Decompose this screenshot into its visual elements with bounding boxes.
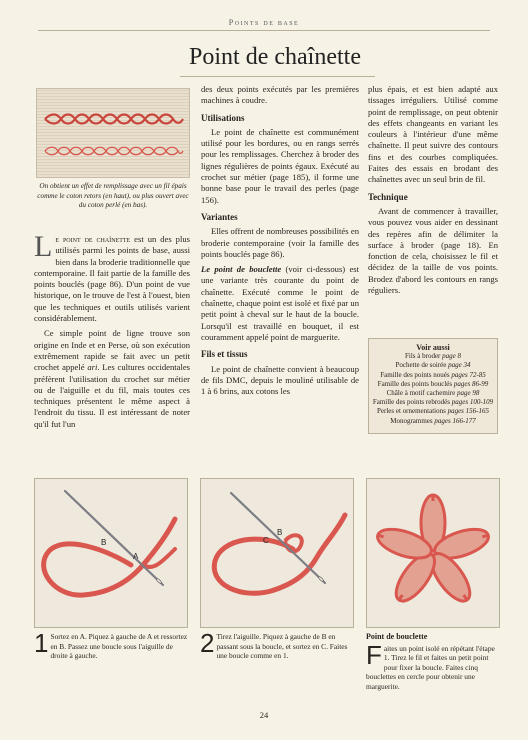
label-b: B [101, 538, 107, 547]
technique-paragraph: Avant de commencer à travailler, vous pouvez vous aider en dessinant des repères afin de délimiter la surface à broder (page 18). En fonction de cela, choisissez le fil et décidez de la taille de vos points. Brodez d'abord les contours en rangs réguliers. [368, 205, 498, 296]
page-title: Point de chaînette [189, 44, 361, 70]
step-2-illustration [200, 478, 354, 628]
voir-aussi-item: Fils à broder page 8 [405, 352, 461, 361]
step-1-caption: 1 Sortez en A. Piquez à gauche de A et ressortez en B. Passez une boucle sous l'aiguille de droite à gauche. [34, 628, 188, 661]
voir-aussi-box [368, 338, 498, 434]
title-rule [180, 76, 375, 77]
label-b: B [277, 528, 283, 537]
label-c: C [263, 536, 269, 545]
step-1-illustration [34, 478, 188, 628]
thread-loop [214, 515, 345, 593]
chain-row-top [45, 115, 183, 124]
voir-aussi-item: Famille des points rebrodés pages 100-109 [372, 398, 494, 407]
thread-loop [44, 519, 175, 595]
heading-variantes: Variantes [201, 211, 238, 222]
fils-paragraph: Le point de chaînette convient à beaucoup de fils DMC, depuis le mouliné utilisable de 1 à 6 brins, aux cotons les [201, 363, 359, 397]
chain-row-bottom [45, 147, 183, 155]
header-rule [38, 30, 490, 31]
intro-paragraph-2: Ce simple point de ligne trouve son origine en Inde et en Perse, où son exécution extrêmement rapide se fait avec un petit crochet appelé ari. Les cultures occidentales préfèrent l'utilisation du crochet sur métier ou de l'aiguille et du fil, mais toutes ces techniques présentent le même aspect à l'endroit du tissu. Il est intéressant de noter qu'il fut l'un [34, 328, 190, 429]
right-column [368, 84, 498, 300]
variantes-paragraph-2: Le point de bouclette (voir ci-dessous) est une variante très courante du point de chaînette. Exécuté comme le point de chaînette, chaque point est isolé et fixé par un petit point à cheval sur le haut de la boucle. Lorsqu'il est travaillé en bouquet, il est couramment appelé point de marguerite. [201, 264, 359, 342]
stitch-sample-image [36, 88, 190, 178]
middle-column [201, 84, 359, 401]
label-a: A [133, 552, 139, 561]
intro-column [34, 230, 191, 434]
running-head: Points de base [228, 18, 300, 27]
right-paragraph-0: plus épais, et est bien adapté aux tissages irréguliers. Utilisé comme point de remplissage, on peut obtenir des effets changeants en variant les couleurs à l'intérieur d'une même chaînette. Il peut suivre des contours fins et des courbes compliquées. Faites des essais en brodant des chaînettes avec un seul brin de fil. [368, 84, 498, 185]
daisy-flower [374, 495, 492, 607]
step-2-caption: 2 Tirez l'aiguille. Piquez à gauche de B en passant sous la boucle, et sortez en C. Faites une boucle comme en 1. [200, 628, 348, 661]
daisy-illustration [366, 478, 500, 628]
voir-aussi-item: Pochette de soirée page 34 [395, 361, 471, 370]
voir-aussi-heading: Voir aussi [416, 343, 450, 352]
intro-paragraph-1: Le point de chaînette est un des plus utilisés parmi les points de base, aussi bien dans la broderie traditionnelle que contemporaine. Il fait partie de la famille des points bouclés (page 86). D'un point de vue historique, on le trouve de l'est à l'ouest, bien que les techniques et outils utilisés varient considérablement. [34, 230, 191, 324]
daisy-caption: Point de bouclette F aites un point isolé en répétant l'étape 1. Tirez le fil et faites un petit point pour fixer la boucle. Faites cinq bouclettes en cercle pour obtenir une marguerite. [366, 632, 500, 692]
heading-utilisations: Utilisations [201, 112, 245, 123]
voir-aussi-item: Monogrammes pages 166-177 [390, 416, 476, 425]
voir-aussi-item: Perles et ornementations pages 156-165 [377, 407, 489, 416]
voir-aussi-item: Famille des points bouclés pages 86-99 [377, 379, 489, 388]
daisy-drop-cap: F [366, 639, 382, 670]
daisy-heading: Point de bouclette [366, 632, 428, 641]
heading-fils-et-tissus: Fils et tissus [201, 349, 248, 360]
step-2-number: 2 [200, 628, 215, 658]
voir-aussi-item: Châle à motif cachemire page 98 [386, 389, 480, 398]
voir-aussi-item: Famille des points noués pages 72-85 [380, 370, 486, 379]
variantes-paragraph-1: Elles offrent de nombreuses possibilités en broderie contemporaine (voir la famille des points bouclés page 86). [201, 226, 359, 259]
heading-technique: Technique [368, 191, 408, 202]
swatch-caption: On obtient un effet de remplissage avec un fil épais comme le coton retors (en haut), ou plus ouvert avec du coton perlé (en bas). [37, 182, 189, 209]
needle [65, 491, 163, 585]
utilisations-paragraph: Le point de chaînette est communément utilisé pour les bordures, ou en rangs serrés pour les remplissages. Cherchez à broder des lignes régulières de points égaux. Exécuté au crochet sur métier (page 185), il forme une bonne base pour le travail des perles (page 156). [201, 126, 359, 205]
mid-paragraph-0: des deux points exécutés par les premières machines à coudre. [201, 84, 359, 106]
step-1-number: 1 [34, 628, 49, 658]
page-number: 24 [259, 710, 269, 720]
drop-cap: L [34, 230, 53, 263]
